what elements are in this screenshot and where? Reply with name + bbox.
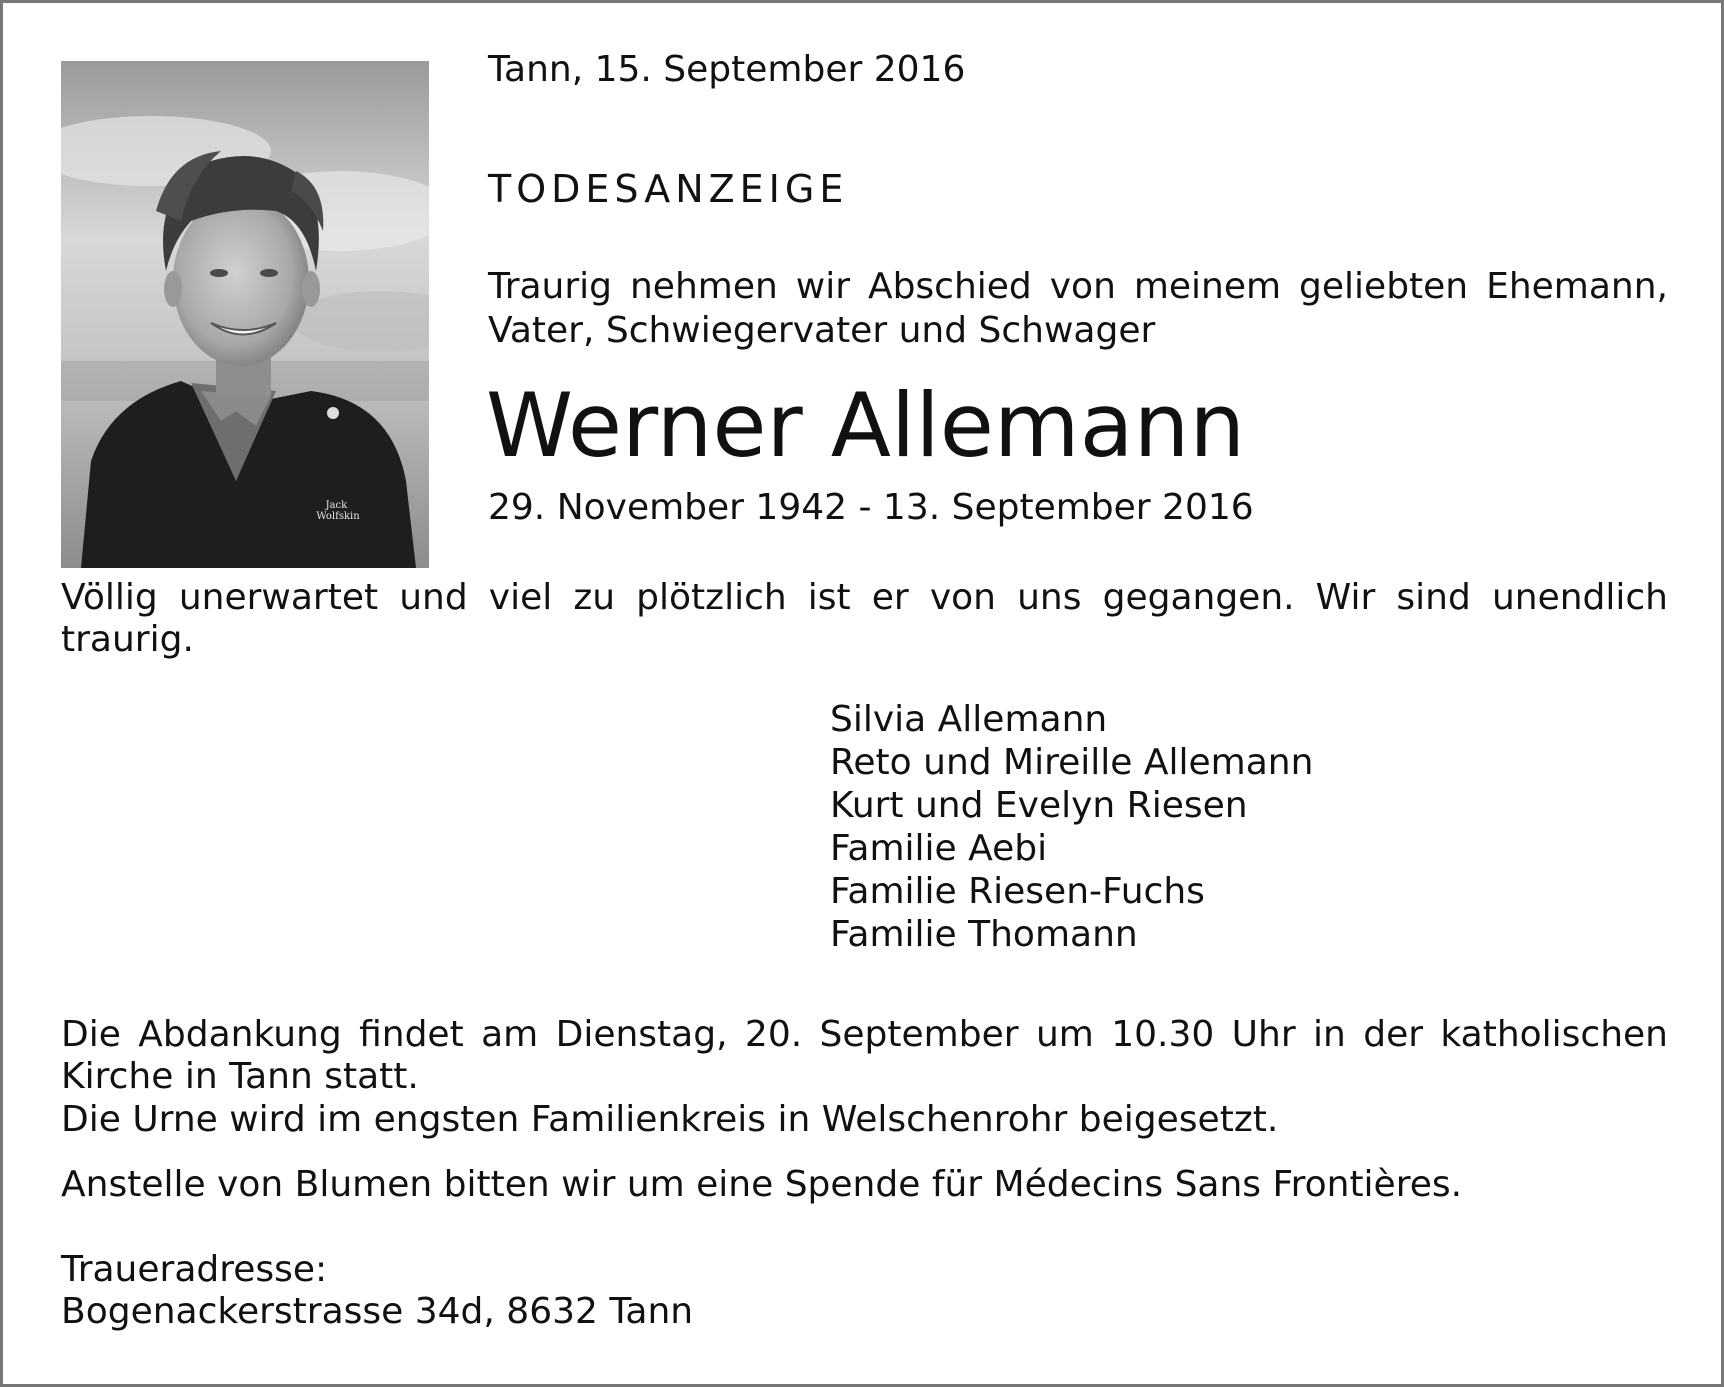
intro-line: Traurig nehmen wir Abschied von meinem geliebten Ehemann, bbox=[488, 266, 1668, 307]
mourner-name: Familie Thomann bbox=[830, 914, 1138, 955]
notice-heading: TODESANZEIGE bbox=[488, 167, 849, 211]
lifespan-dates: 29. November 1942 - 13. September 2016 bbox=[488, 487, 1254, 528]
mourner-name: Silvia Allemann bbox=[830, 699, 1108, 740]
mourner-name: Familie Riesen-Fuchs bbox=[830, 871, 1205, 912]
lead-paragraph bbox=[61, 577, 1668, 661]
lead-line: traurig. bbox=[61, 619, 194, 660]
mourner-name: Kurt und Evelyn Riesen bbox=[830, 785, 1248, 826]
portrait-photo bbox=[61, 61, 429, 568]
donation-text: Anstelle von Blumen bitten wir um eine Spende für Médecins Sans Frontières. bbox=[61, 1164, 1463, 1205]
intro-line: Vater, Schwiegervater und Schwager bbox=[488, 310, 1156, 351]
mourner-name: Familie Aebi bbox=[830, 828, 1048, 869]
ceremony-line: Kirche in Tann statt. bbox=[61, 1056, 419, 1097]
jacket-logo-text: Jack Wolfskin bbox=[316, 500, 360, 522]
mourning-address: Bogenackerstrasse 34d, 8632 Tann bbox=[61, 1291, 694, 1332]
mourners-list bbox=[830, 698, 1313, 956]
ceremony-paragraph bbox=[61, 1014, 1668, 1098]
mourner-name: Reto und Mireille Allemann bbox=[830, 742, 1314, 783]
urn-text: Die Urne wird im engsten Familienkreis in Welschenrohr beigesetzt. bbox=[61, 1099, 1279, 1140]
intro-text bbox=[488, 265, 1668, 353]
address-label: Traueradresse: bbox=[61, 1249, 328, 1290]
lead-line: Völlig unerwartet und viel zu plötzlich ist er von uns gegangen. Wir sind unendlich bbox=[61, 577, 1668, 618]
deceased-name: Werner Allemann bbox=[486, 374, 1246, 477]
ceremony-line: Die Abdankung findet am Dienstag, 20. September um 10.30 Uhr in der katholischen bbox=[61, 1014, 1668, 1055]
date-place: Tann, 15. September 2016 bbox=[488, 49, 966, 90]
